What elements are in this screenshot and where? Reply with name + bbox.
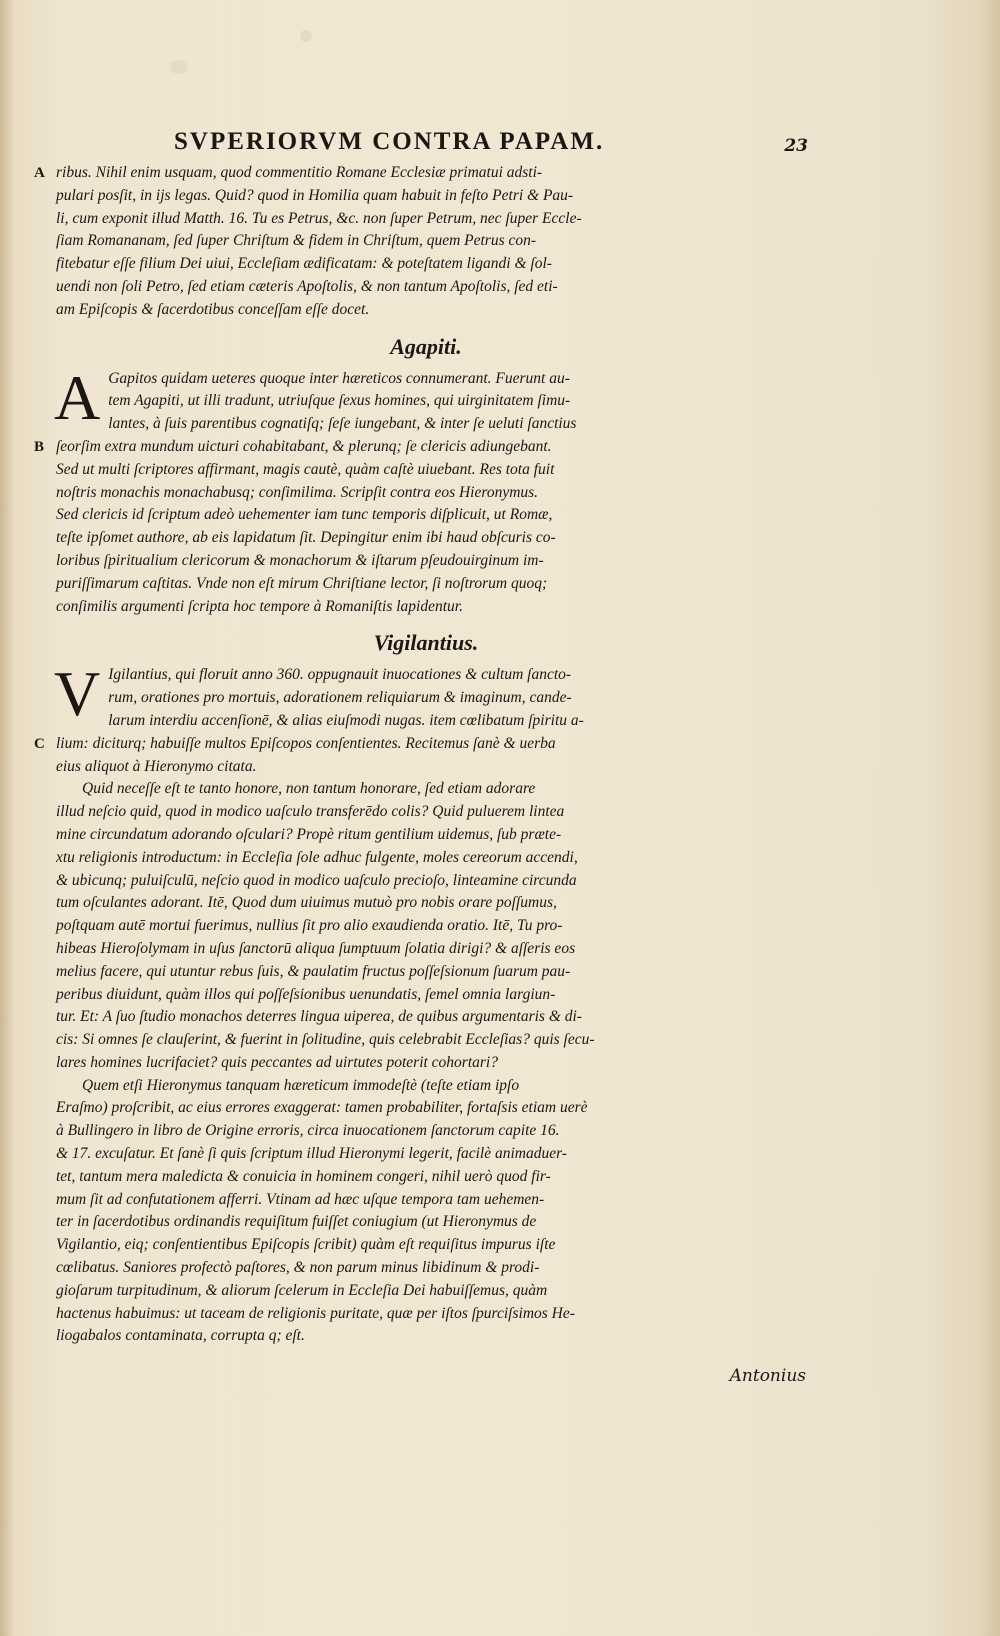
- text-line: [56, 1257, 796, 1280]
- text-line-content: Eraſmo) proſcribit, ac eius errores exaggerat: tamen probabiliter, fortaſsis etiam uerè: [56, 1099, 588, 1117]
- text-line: [56, 1166, 796, 1189]
- text-line: [56, 504, 796, 527]
- text-line: [56, 276, 796, 299]
- page-body: [34, 162, 796, 1348]
- text-line: [34, 436, 796, 459]
- text-line-content: cis: Si omnes ſe clauſerint, & fuerint in ſolitudine, quis celebrabit Eccleſias? quis ſecu-: [56, 1031, 595, 1049]
- text-line: [56, 756, 796, 779]
- text-line: [56, 527, 796, 550]
- text-line: [56, 208, 796, 231]
- text-line: [56, 1143, 796, 1166]
- paragraph: [56, 1075, 796, 1349]
- text-line-content: mum ſit ad confutationem afferri. Vtinam ad hæc uſque tempora tam uehemen-: [56, 1190, 545, 1208]
- text-line-content: tum oſculantes adorant. Itē, Quod dum uiuimus mutuò pro nobis orare poſſumus,: [56, 894, 557, 912]
- paragraph: [34, 361, 796, 619]
- text-line: [56, 368, 796, 391]
- text-line-content: Quid neceſſe eſt te tanto honore, non tantum honorare, ſed etiam adorare: [82, 780, 536, 798]
- text-line: [56, 1189, 796, 1212]
- text-line: [56, 1120, 796, 1143]
- text-line: [56, 938, 796, 961]
- text-line: [56, 1006, 796, 1029]
- text-line-content: hibeas Hieroſolymam in uſus ſanctorū aliqua ſumptuum ſolatia dirigi? & aſſeris eos: [56, 939, 576, 957]
- text-line: [56, 1097, 796, 1120]
- text-line-content: conſimilis argumenti ſcripta hoc tempore à Romaniſtis lapidentur.: [56, 597, 463, 615]
- book-page: [34, 128, 808, 1387]
- drop-initial: A: [54, 361, 101, 433]
- paragraph: [34, 162, 796, 322]
- text-line-content: fitebatur eſſe filium Dei uiui, Eccleſiam ædificatam: & poteſtatem ligandi & ſol-: [56, 255, 552, 273]
- text-line: [56, 390, 796, 413]
- text-line: [56, 413, 796, 436]
- text-line: [56, 573, 796, 596]
- text-line-content: ribus. Nihil enim usquam, quod commentitio Romane Ecclesiæ primatui adsti-: [56, 164, 543, 181]
- text-line-content: Gapitos quidam ueteres quoque inter hæreticos connumerant. Fuerunt au-: [108, 369, 570, 387]
- text-line: [56, 1303, 796, 1326]
- text-line-content: larum interdiu accenſionē, & alias eiuſmodi nugas. item cœlibatum ſpiritu a-: [108, 711, 584, 729]
- text-line-content: tet, tantum mera maledicta & conuicia in hominem congeri, nihil uerò quod fir-: [56, 1167, 551, 1185]
- text-line: [56, 892, 796, 915]
- text-line-content: lares homines lucrifaciet? quis peccantes ad uirtutes poterit cohortari?: [56, 1053, 498, 1071]
- running-head: SVPERIORVM CONTRA PAPAM.: [174, 128, 605, 155]
- text-line-content: Igilantius, qui floruit anno 360. oppugnauit inuocationes & cultum ſancto-: [108, 666, 572, 684]
- catchword: Antonius: [729, 1366, 806, 1387]
- ink-speck: [170, 60, 188, 74]
- text-line-content: tur. Et: A ſuo ſtudio monachos deterres lingua uiperea, de quibus argumentaris & di-: [56, 1008, 582, 1026]
- text-line-content: gioſarum turpitudinum, & aliorum ſcelerum in Eccleſia Dei habuiſſemus, quàm: [56, 1281, 548, 1299]
- text-line-content: Sed clericis id ſcriptum adeò uehementer iam tunc temporis diſplicuit, ut Romæ,: [56, 506, 553, 524]
- text-line: [56, 482, 796, 505]
- text-line-content: liogabalos contaminata, corrupta q; eſt.: [56, 1327, 305, 1345]
- text-line: [56, 1325, 796, 1348]
- drop-initial: V: [54, 658, 101, 730]
- margin-section-letter: C: [34, 735, 45, 752]
- text-line-content: pulari posſit, in ijs legas. Quid? quod in Homilia quam habuit in feſto Petri & Pau-: [56, 186, 574, 204]
- text-line: [34, 162, 796, 185]
- text-line: [56, 801, 796, 824]
- text-line-content: uendi non ſoli Petro, ſed etiam cæteris Apoſtolis, & non tantum Apoſtolis, ſed eti-: [56, 277, 558, 295]
- text-line-content: tem Agapiti, ut illi tradunt, utriuſque ſexus homines, qui uirginitatem ſimu-: [108, 392, 571, 410]
- page-header: [56, 128, 808, 162]
- page-edge-shadow: [982, 0, 1000, 1636]
- text-line-content: lantes, à ſuis parentibus cognatiſq; ſeſe iungebant, & inter ſe ueluti ſanctius: [108, 415, 577, 433]
- text-line-content: mine circundatum adorando oſculari? Propè ritum gentilium uidemus, ſub præte-: [56, 825, 562, 843]
- margin-section-letter: A: [34, 165, 45, 181]
- page-gutter-shadow: [0, 0, 14, 1636]
- text-line-content: noſtris monachis monachabusq; conſimilima. Scripſit contra eos Hieronymus.: [56, 483, 539, 501]
- margin-section-letter: B: [34, 438, 45, 455]
- paragraph: [34, 658, 796, 778]
- text-line-content: loribus ſpiritualium clericorum & monachorum & iſtarum pſeudouirginum im-: [56, 551, 544, 569]
- text-line-content: xtu religionis introductum: in Eccleſia ſole adhuc fulgente, moles cereorum accendi,: [56, 848, 578, 866]
- text-line-content: Sed ut multi ſcriptores affirmant, magis cautè, quàm caſtè uiuebant. Res tota fuit: [56, 460, 555, 478]
- text-line-content: teſte ipſomet authore, ab eis lapidatum ſit. Depingitur enim ibi haud obſcuris co-: [56, 529, 556, 547]
- text-line: [56, 847, 796, 870]
- text-line: [56, 253, 796, 276]
- paragraph: [56, 778, 796, 1074]
- text-line-content: Vigilantio, eiq; conſentientibus Epiſcopis ſcribit) quàm eſt requiſitus impurus iſte: [56, 1236, 556, 1254]
- text-line-content: ſiam Romananam, ſed ſuper Chriſtum & fidem in Chriſtum, quem Petrus con-: [56, 232, 537, 250]
- section-heading: Vigilantius.: [373, 630, 479, 656]
- text-line: [34, 733, 796, 756]
- text-line-content: poſtquam autē mortui fuerimus, nullius ſit pro alio exaudienda oratio. Itē, Tu pro-: [56, 917, 563, 935]
- text-line-content: hactenus habuimus: ut taceam de religionis puritate, quæ per iſtos ſpurciſsimos He-: [56, 1304, 575, 1322]
- text-line: [56, 230, 796, 253]
- text-line: [56, 824, 796, 847]
- text-line-content: & 17. excuſatur. Et ſanè ſi quis ſcriptum illud Hieronymi legerit, facilè animaduer-: [56, 1145, 567, 1163]
- text-line: [56, 596, 796, 619]
- text-line: [56, 870, 796, 893]
- text-line: [56, 915, 796, 938]
- text-line: [56, 778, 796, 801]
- text-line-content: & ubicunq; puluiſculū, neſcio quod in modico uaſculo precioſo, linteamine circunda: [56, 871, 577, 889]
- section-heading: Agapiti.: [390, 333, 462, 359]
- ink-speck: [300, 30, 312, 42]
- text-line: [56, 984, 796, 1007]
- text-line: [56, 1280, 796, 1303]
- text-line-content: li, cum exponit illud Matth. 16. Tu es Petrus, &c. non ſuper Petrum, nec ſuper Eccle-: [56, 209, 582, 227]
- page-number: 23: [784, 136, 808, 156]
- text-line: [56, 1234, 796, 1257]
- text-line: [56, 185, 796, 208]
- text-line-content: cœlibatus. Saniores profectò paſtores, & non parum minus libidinum & prodi-: [56, 1259, 540, 1277]
- text-line-content: ter in ſacerdotibus ordinandis requiſitum fuiſſet coniugium (ut Hieronymus de: [56, 1213, 537, 1231]
- text-line: [56, 687, 796, 710]
- text-line-content: illud neſcio quid, quod in modico uaſculo transferēdo colis? Quid puluerem lintea: [56, 803, 565, 821]
- text-line-content: rum, orationes pro mortuis, adorationem reliquiarum & imaginum, cande-: [108, 689, 572, 707]
- text-line: [56, 961, 796, 984]
- text-line-content: eius aliquot à Hieronymo citata.: [56, 757, 257, 775]
- text-line: [56, 664, 796, 687]
- text-line: [56, 710, 796, 733]
- text-line: [56, 1211, 796, 1234]
- text-line-content: puriſſimarum caſtitas. Vnde non eſt mirum Chriſtiane lector, ſi noſtrorum quoq;: [56, 574, 548, 592]
- text-line: [56, 1029, 796, 1052]
- text-line: [56, 1052, 796, 1075]
- text-line-content: am Epiſcopis & ſacerdotibus conceſſam eſſe docet.: [56, 300, 370, 318]
- text-line-content: Quem etſi Hieronymus tanquam hæreticum immodeſtè (teſte etiam ipſo: [82, 1076, 520, 1094]
- text-line-content: ſeorſim extra mundum uicturi cohabitabant, & plerunq; ſe clericis adiungebant.: [56, 437, 552, 455]
- text-line: [56, 550, 796, 573]
- text-line-content: peribus diuidunt, quàm illos qui poſſeſsionibus uenundatis, ſemel omnia largiun-: [56, 985, 556, 1003]
- text-line-content: melius facere, qui utuntur rebus ſuis, & paulatim fructus poſſeſsionum ſuarum pau-: [56, 962, 571, 980]
- text-line: [56, 299, 796, 322]
- text-line-content: lium: diciturq; habuiſſe multos Epiſcopos conſentientes. Recitemus ſanè & uerba: [56, 734, 556, 752]
- text-line: [56, 459, 796, 482]
- text-line: [56, 1075, 796, 1098]
- text-line-content: à Bullingero in libro de Origine erroris, circa inuocationem ſanctorum capite 16.: [56, 1122, 560, 1140]
